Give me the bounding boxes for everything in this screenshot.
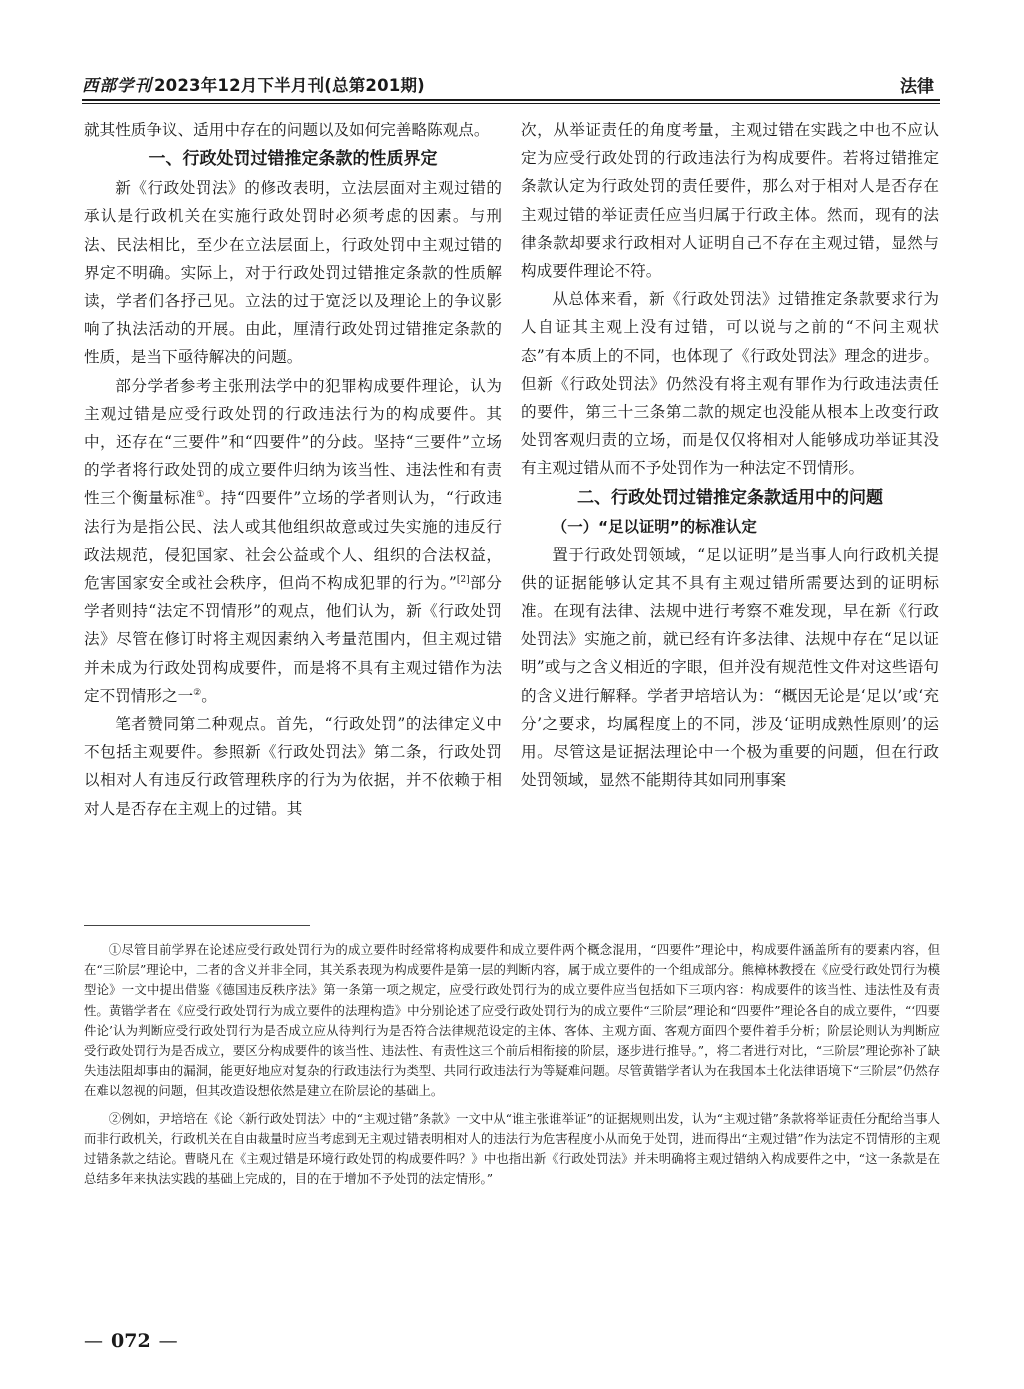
footnotes bbox=[84, 940, 940, 1196]
left-column bbox=[84, 116, 502, 823]
footnote-marker-1: ① bbox=[196, 490, 205, 501]
section-heading-2: 二、行政处罚过错推定条款适用中的问题 bbox=[577, 487, 883, 508]
text-run: 。 bbox=[201, 686, 217, 705]
paragraph: 从总体来看，新《行政处罚法》过错推定条款要求行为人自证其主观上没有过错，可以说与之前的“不问主观状态”有本质上的不同，也体现了《行政处罚法》理念的进步。但新《行政处罚法》仍然没有将主观有罪作为行政违法责任的要件，第三十三条第二款的规定也没能从根本上改变行政处罚客观归责的立场，而是仅仅将相对人能够成功举证其没有主观过错从而不予处罚作为一种法定不罚情形。 bbox=[521, 290, 939, 478]
footnote-marker-2: ② bbox=[193, 687, 202, 698]
reference-marker-2: [2] bbox=[456, 574, 470, 585]
text-run: 部分学者参考主张刑法学中的犯罪构成要件理论，认为主观过错是应受行政处罚的行政违法行为的构成要件。其中，还存在“三要件”和“四要件”的分歧。坚持“三要件”立场的学者将行政处罚的成立要件归纳为该当性、违法性和有责性三个衡量标准 bbox=[84, 376, 502, 508]
footnote-2: ②例如，尹培培在《论〈新行政处罚法〉中的“主观过错”条款》一文中从“谁主张谁举证”的证据规则出发，认为“主观过错”条款将举证责任分配给当事人而非行政机关，行政机关在自由裁量时应当考虑到无主观过错表明相对人的违法行为危害程度小从而免于处罚，进而得出“主观过错”作为法定不罚情形的主观过错条款之结论。曹晓凡在《主观过错是环境行政处罚的构成要件吗？》中也指出新《行政处罚法》并未明确将主观过错纳入构成要件之中，“这一条款是在总结多年来执法实践的基础上完成的，目的在于增加不予处罚的法定情形。” bbox=[84, 1110, 940, 1187]
paragraph: 新《行政处罚法》的修改表明，立法层面对主观过错的承认是行政机关在实施行政处罚时必须考虑的因素。与刑法、民法相比，至少在立法层面上，行政处罚中主观过错的界定不明确。实际上，对于行政处罚过错推定条款的性质解读，学者们各抒己见。立法的过于宽泛以及理论上的争议影响了执法活动的开展。由此，厘清行政处罚过错推定条款的性质，是当下亟待解决的问题。 bbox=[84, 179, 502, 367]
paragraph: 就其性质争议、适用中存在的问题以及如何完善略陈观点。 bbox=[84, 121, 490, 139]
subsection-heading: （一）“足以证明”的标准认定 bbox=[551, 517, 757, 536]
running-header bbox=[82, 70, 940, 100]
header-rule-thick bbox=[82, 99, 940, 101]
journal-issue bbox=[82, 72, 425, 96]
dash: — bbox=[84, 1330, 103, 1352]
page-number bbox=[84, 1330, 178, 1352]
header-rule-thin bbox=[82, 103, 940, 104]
text-run: 。持“四要件”立场的学者则认为，“行政违法行为是指公民、法人或其他组织故意或过失实施的违反行政法规范，侵犯国家、社会公益或个人、组织的合法权益，危害国家安全或社会秩序，但尚不构成犯罪的行为。” bbox=[84, 489, 502, 593]
paragraph: 次，从举证责任的角度考量，主观过错在实践之中也不应认定为应受行政处罚的行政违法行为构成要件。若将过错推定条款认定为行政处罚的责任要件，那么对于相对人是否存在主观过错的举证责任应当归属于行政主体。然而，现有的法律条款却要求行政相对人证明自己不存在主观过错，显然与构成要件理论不符。 bbox=[521, 121, 939, 281]
section-label: 法律 bbox=[900, 77, 934, 97]
paragraph: 置于行政处罚领域，“足以证明”是当事人向行政机关提供的证据能够认定其不具有主观过错所需要达到的证明标准。在现有法律、法规中进行考察不难发现，早在新《行政处罚法》实施之前，就已经有许多法律、法规中存在“足以证明”或与之含义相近的字眼，但并没有规范性文件对这些语句的含义进行解释。学者尹培培认为：“概因无论是‘足以’或‘充分’之要求，均属程度上的不同，涉及‘证明成熟性原则’的运用。尽管这是证据法理论中一个极为重要的问题，但在行政处罚领域，显然不能期待其如同刑事案 bbox=[521, 545, 939, 790]
footnote-1: ①尽管目前学界在论述应受行政处罚行为的成立要件时经常将构成要件和成立要件两个概念混用，“四要件”理论中，构成要件涵盖所有的要素内容，但在“三阶层”理论中，二者的含义并非全同，其关系表现为构成要件是第一层的判断内容，属于成立要件的一个组成部分。熊樟林教授在《应受行政处罚行为模型论》一文中提出借鉴《德国违反秩序法》第一条第一项之规定，应受行政处罚行为的成立要件应当包括如下三项内容：构成要件的该当性、违法性及有责性。黄锴学者在《应受行政处罚行为成立要件的法理构造》中分别论述了应受行政处罚行为的成立要件“三阶层”理论和“四要件”理论各自的成立要件，“‘四要件论’认为判断应受行政处罚行为是否成立应从待判行为是否符合法律规范设定的主体、客体、主观方面、客观方面四个要件着手分析；阶层论则认为判断应受行政处罚行为是否成立，要区分构成要件的该当性、违法性、有责性这三个前后相衔接的阶层，逐步进行推导。”，将二者进行对比，“三阶层”理论弥补了缺失违法阻却事由的漏洞，能更好地应对复杂的行政违法行为类型、共同行政违法行为等疑难问题。尽管黄锴学者认为在我国本土化法律语境下“三阶层”仍然存在难以忽视的问题，但其改造设想依然是建立在阶层论的基础上。 bbox=[84, 942, 940, 1099]
journal-name: 西部学刊 bbox=[82, 76, 152, 95]
footnote-separator bbox=[84, 925, 310, 926]
dash: — bbox=[158, 1330, 178, 1352]
issue-info: 2023年12月下半月刊(总第201期) bbox=[154, 76, 425, 95]
paragraph: 笔者赞同第二种观点。首先，“行政处罚”的法律定义中不包括主观要件。参照新《行政处罚法》第二条，行政处罚以相对人有违反行政管理秩序的行为为依据，并不依赖于相对人是否存在主观上的过错。其 bbox=[84, 715, 502, 818]
text-run: 部分学者则持“法定不罚情形”的观点，他们认为，新《行政处罚法》尽管在修订时将主观因素纳入考量范围内，但主观过错并未成为行政处罚构成要件，而是将不具有主观过错作为法定不罚情形之一 bbox=[84, 574, 502, 705]
paragraph bbox=[84, 372, 502, 710]
right-column bbox=[521, 116, 939, 794]
section-heading-1: 一、行政处罚过错推定条款的性质界定 bbox=[148, 149, 438, 170]
page-number-value: 072 bbox=[111, 1330, 151, 1352]
